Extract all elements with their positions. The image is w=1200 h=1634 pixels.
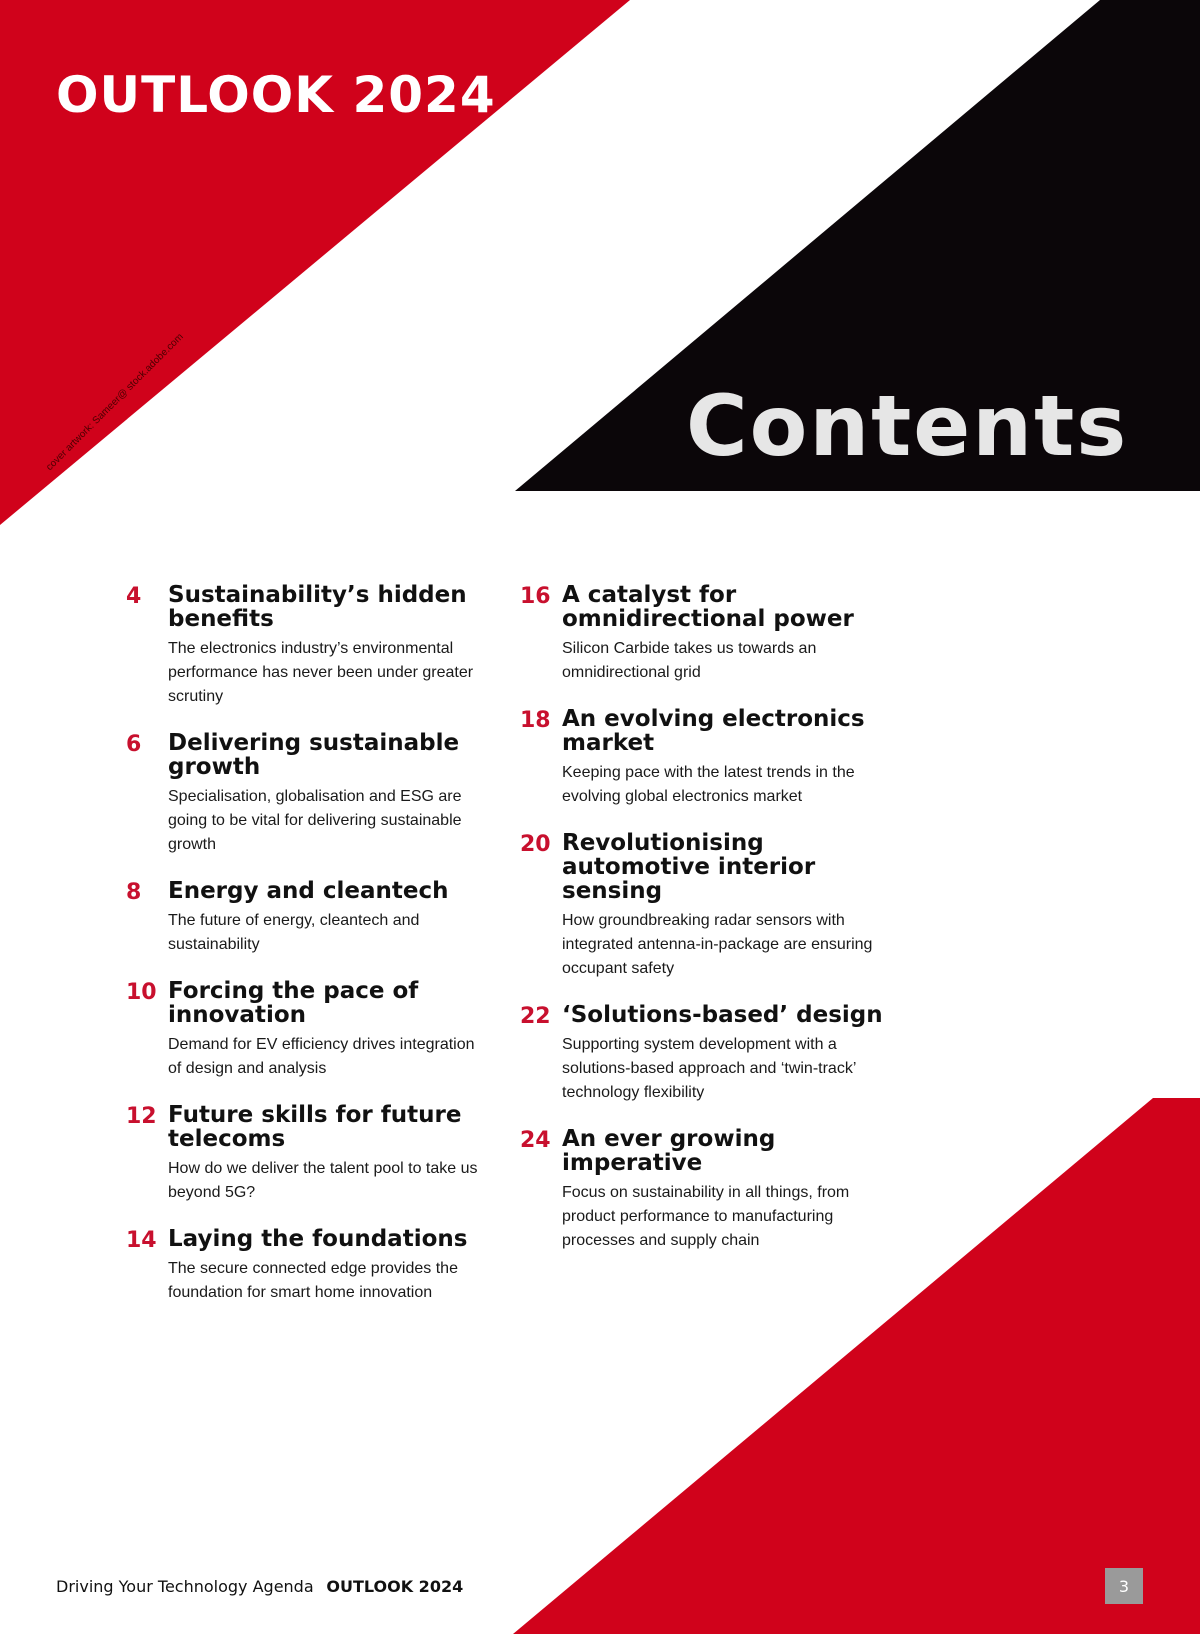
- article-description: How do we deliver the talent pool to take us beyond 5G?: [168, 1160, 478, 1201]
- page-number: 10: [126, 980, 157, 1005]
- article-title: An ever growing imperative: [562, 1126, 776, 1176]
- contents-column-left: [126, 583, 506, 1327]
- article-description: The future of energy, cleantech and sustainability: [168, 912, 420, 953]
- contents-entry[interactable]: [520, 1127, 900, 1253]
- page-number: 4: [126, 584, 142, 609]
- footer-tagline: Driving Your Technology Agenda: [56, 1577, 314, 1596]
- contents-entry[interactable]: [126, 879, 506, 957]
- contents-entry[interactable]: [126, 731, 506, 857]
- article-title: Future skills for future telecoms: [168, 1102, 462, 1152]
- contents-entry[interactable]: [520, 1003, 900, 1105]
- article-title: Energy and cleantech: [168, 878, 449, 904]
- article-title: Delivering sustainable growth: [168, 730, 460, 780]
- cover-credit: cover artwork: Sameer@ stock.adobe.com: [44, 331, 186, 473]
- contents-column-right: [520, 583, 900, 1275]
- contents-entry[interactable]: [126, 1227, 506, 1305]
- page-number-badge: 3: [1105, 1568, 1143, 1604]
- footer: [56, 1577, 463, 1597]
- contents-entry[interactable]: [126, 1103, 506, 1205]
- article-description: The electronics industry’s environmental performance has never been under greater scrutiny: [168, 640, 474, 705]
- page-number: 8: [126, 880, 142, 905]
- page-number: 18: [520, 708, 551, 733]
- footer-brand: OUTLOOK 2024: [326, 1577, 464, 1596]
- page-number: 22: [520, 1004, 551, 1029]
- article-title: An evolving electronics market: [562, 706, 865, 756]
- page-number: 24: [520, 1128, 551, 1153]
- article-title: Forcing the pace of innovation: [168, 978, 419, 1028]
- contents-entry[interactable]: [126, 583, 506, 709]
- page-number: 16: [520, 584, 551, 609]
- article-description: Focus on sustainability in all things, from product performance to manufacturing processes and supply chain: [562, 1184, 850, 1249]
- contents-entry[interactable]: [126, 979, 506, 1081]
- article-description: Keeping pace with the latest trends in the evolving global electronics market: [562, 764, 855, 805]
- article-description: The secure connected edge provides the foundation for smart home innovation: [168, 1260, 458, 1301]
- article-description: Silicon Carbide takes us towards an omnidirectional grid: [562, 640, 817, 681]
- article-title: ‘Solutions-based’ design: [562, 1002, 883, 1028]
- article-description: Specialisation, globalisation and ESG are going to be vital for delivering sustainable growth: [168, 788, 462, 853]
- page-number: 6: [126, 732, 142, 757]
- contents-entry[interactable]: [520, 831, 900, 981]
- article-title: Sustainability’s hidden benefits: [168, 582, 467, 632]
- page-number: 14: [126, 1228, 157, 1253]
- article-title: Laying the foundations: [168, 1226, 468, 1252]
- article-title: A catalyst for omnidirectional power: [562, 582, 854, 632]
- article-title: Revolutionising automotive interior sensing: [562, 830, 816, 904]
- page-number: 12: [126, 1104, 157, 1129]
- article-description: Demand for EV efficiency drives integration of design and analysis: [168, 1036, 475, 1077]
- magazine-title: OUTLOOK 2024: [56, 66, 496, 124]
- contents-entry[interactable]: [520, 583, 900, 685]
- page-number: 20: [520, 832, 551, 857]
- contents-heading: Contents: [686, 377, 1129, 475]
- contents-entry[interactable]: [520, 707, 900, 809]
- article-description: How groundbreaking radar sensors with integrated antenna-in-package are ensuring occupant safety: [562, 912, 873, 977]
- article-description: Supporting system development with a solutions-based approach and ‘twin-track’ technology flexibility: [562, 1036, 856, 1101]
